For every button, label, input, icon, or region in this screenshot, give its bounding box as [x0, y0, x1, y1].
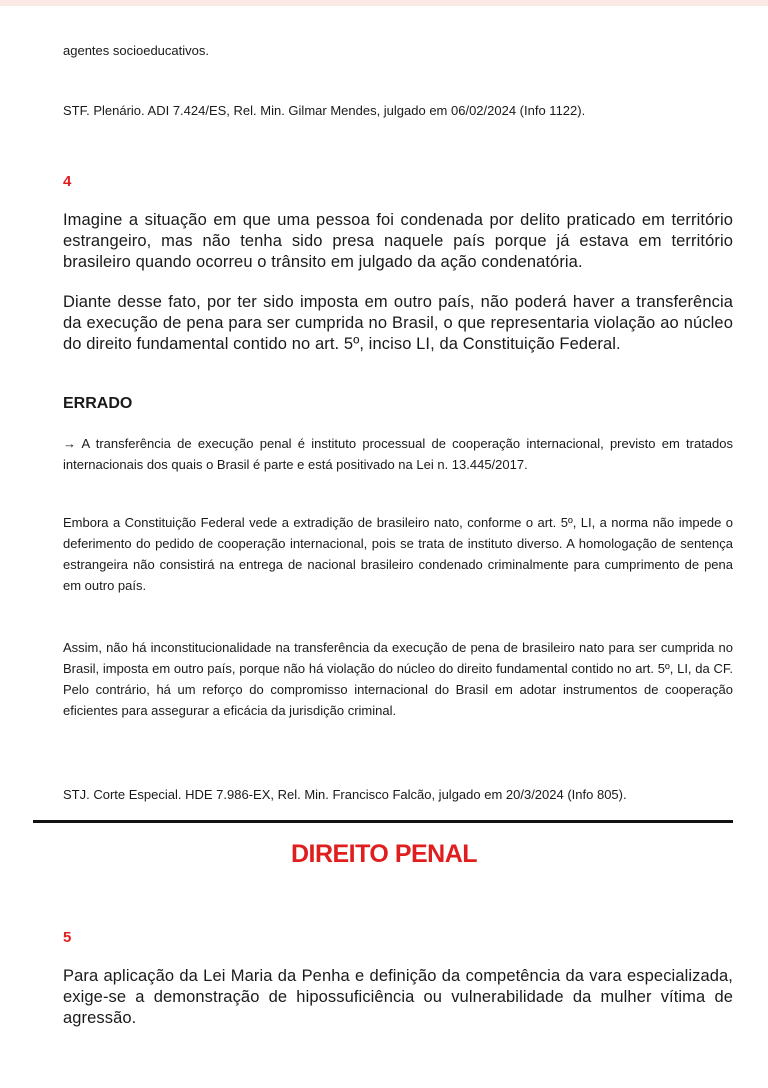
citation-stf: STF. Plenário. ADI 7.424/ES, Rel. Min. Gilmar Mendes, julgado em 06/02/2024 (Info 1122). — [63, 103, 586, 118]
verdict-label: ERRADO — [63, 395, 133, 412]
question-4-statement-p1: Imagine a situação em que uma pessoa foi condenada por delito praticado em território estrangeiro, mas não tenha sido presa naquele país porque já estava em território brasileiro quando ocorreu o trânsito em julgado da ação condenatória. — [63, 211, 733, 271]
explanation-p1: → A transferência de execução penal é instituto processual de cooperação internacional, previsto em tratados internacionais dos quais o Brasil é parte e está positivado na Lei n. 13.445/2017. — [63, 436, 733, 472]
question-5-statement: Para aplicação da Lei Maria da Penha e definição da competência da vara especializada, exige-se a demonstração de hipossuficiência ou vulnerabilidade da mulher vítima de agressão. — [63, 967, 733, 1027]
section-title: DIREITO PENAL — [290, 840, 478, 868]
explanation-p2: Embora a Constituição Federal vede a extradição de brasileiro nato, conforme o art. 5º, LI, a norma não impede o deferimento do pedido de cooperação internacional, pois se trata de instituto diverso. A homologação de sentença estrangeira não consistirá na entrega de nacional brasileiro condenado criminalmente para cumprimento de pena em outro país. — [63, 515, 733, 593]
question-4-statement-p2: Diante desse fato, por ter sido imposta em outro país, não poderá haver a transferência da execução de pena para ser cumprida no Brasil, o que representaria violação ao núcleo do direito fundamental contido no art. 5º, inciso LI, da Constituição Federal. — [63, 293, 733, 353]
question-number-5: 5 — [63, 929, 72, 946]
explanation-p3: Assim, não há inconstitucionalidade na transferência da execução de pena de brasileiro nato para ser cumprida no Brasil, imposta em outro país, porque não há violação do núcleo do direito fundamental contido no art. 5º, LI, da CF. Pelo contrário, há um reforço do compromisso internacional do Brasil em adotar instrumentos de cooperação eficientes para assegurar a eficácia da jurisdição criminal. — [63, 640, 733, 718]
citation-stj: STJ. Corte Especial. HDE 7.986-EX, Rel. Min. Francisco Falcão, julgado em 20/3/2024 (Info 805). — [63, 787, 627, 802]
section-divider — [33, 820, 733, 823]
continuation-text: agentes socioeducativos. — [63, 43, 209, 58]
top-accent-bar — [0, 0, 768, 6]
question-number-4: 4 — [63, 173, 72, 190]
